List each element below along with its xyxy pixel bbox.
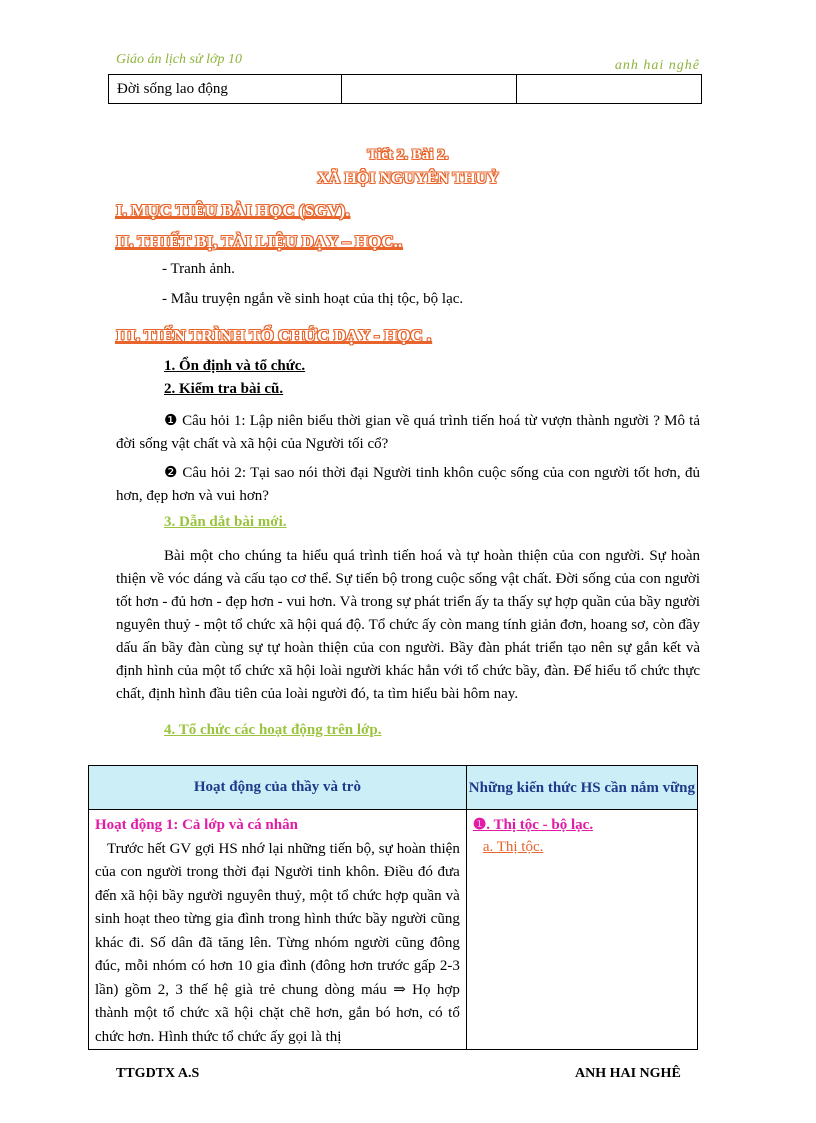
footer-right: ANH HAI NGHÊ (575, 1066, 681, 1081)
header-left: Giáo án lịch sử lớp 10 (116, 52, 242, 67)
header-right: anh hai nghê (614, 58, 700, 73)
top-table-label: Đời sống lao động (117, 80, 228, 97)
section-process: III. TIẾN TRÌNH TỔ CHỨC DẠY - HỌC . (116, 326, 432, 345)
top-table (108, 74, 702, 104)
activity-text: Trước hết GV gợi HS nhớ lại những tiến bộ, sự hoàn thiện của con người trong thời đại Người tinh khôn. Điều đó đưa đến xã hội bầy người nguyên thuỷ, một tổ chức hợp quần và sinh hoạt theo từng gia đình trong hình thức bầy người cũng khác đi. Số dân đã tăng lên. Từng nhóm người cũng đông đúc, mỗi nhóm có hơn 10 gia đình (đông hơn trước gấp 2-3 lần) gồm 2, 3 thế hệ già trẻ chung dòng máu ⇒ Họ hợp thành một tổ chức xã hội chặt chẽ hơn, gắn bó hơn, có tổ chức hơn. Hình thức tổ chức ấy gọi là thị (95, 840, 460, 1045)
step-3: 3. Dẫn dắt bài mới. (164, 514, 287, 530)
question-1 (116, 410, 700, 456)
section-objectives: I. MỤC TIÊU BÀI HỌC (SGV). (116, 201, 350, 220)
question-2-bullet: ❷ (164, 465, 179, 481)
lesson-number: Tiết 2. Bài 2. (367, 147, 449, 163)
question-2-text: Câu hỏi 2: Tại sao nói thời đại Người tinh khôn cuộc sống của con người tốt hơn, đủ hơn, đẹp hơn và vui hơn? (116, 465, 700, 504)
knowledge-subheading: a. Thị tộc. (482, 839, 544, 855)
knowledge-cell (466, 810, 697, 1050)
section-materials: II. THIẾT BỊ, TÀI LIỆU DẠY – HỌC.. (116, 232, 403, 251)
activity-cell (89, 810, 467, 1050)
top-table-label-cell (109, 75, 342, 104)
question-2 (116, 462, 700, 508)
knowledge-heading: ❶. Thị tộc - bộ lạc. (472, 817, 594, 833)
step-2: 2. Kiểm tra bài cũ. (164, 381, 284, 397)
step-1: 1. Ổn định và tổ chức. (164, 358, 306, 374)
top-table-cell (517, 75, 702, 104)
step-4: 4. Tổ chức các hoạt động trên lớp. (164, 722, 382, 738)
question-1-bullet: ❶ (164, 413, 178, 429)
lesson-title: XÃ HỘI NGUYÊN THUỶ (317, 170, 499, 187)
material-item: - Mẫu truyện ngắn về sinh hoạt của thị tộc, bộ lạc. (162, 291, 464, 307)
activity-title: Hoạt động 1: Cả lớp và cá nhân (95, 817, 298, 833)
col-header-activities-text: Hoạt động của thầy và trò (193, 779, 361, 795)
activity-table (88, 765, 698, 1050)
top-table-cell (342, 75, 517, 104)
question-1-text: Câu hỏi 1: Lập niên biểu thời gian về quá trình tiến hoá từ vượn thành người ? Mô tả đời sống vật chất và xã hội của Người tối cổ? (116, 413, 701, 452)
material-item: - Tranh ảnh. (162, 261, 235, 277)
col-header-knowledge (466, 766, 697, 810)
footer-left: TTGDTX A.S (116, 1066, 200, 1081)
intro-paragraph: Bài một cho chúng ta hiểu quá trình tiến hoá và tự hoàn thiện của con người. Sự hoàn thiện về vóc dáng và cấu tạo cơ thể. Sự tiến bộ trong cuộc sống vật chất. Đời sống của con người tốt hơn - đủ hơn - đẹp hơn - vui hơn. Và trong sự phát triển ấy ta thấy sự hợp quần của bầy người nguyên thuỷ - một tổ chức xã hội quá độ. Tổ chức ấy còn mang tính giản đơn, hoang sơ, còn đầy dấu ấn bầy đàn cùng sự tự hoàn thiện của con người. Bầy đàn phát triển tạo nên sự gắn kết và định hình của một tổ chức xã hội loài người khác hẳn với tổ chức bầy, đàn. Để hiểu tổ chức thực chất, định hình đầu tiên của loài người đó, ta tìm hiểu bài hôm nay. (116, 548, 700, 702)
col-header-knowledge-text: Những kiến thức HS cần nắm vững (468, 779, 696, 796)
col-header-activities (89, 766, 467, 810)
